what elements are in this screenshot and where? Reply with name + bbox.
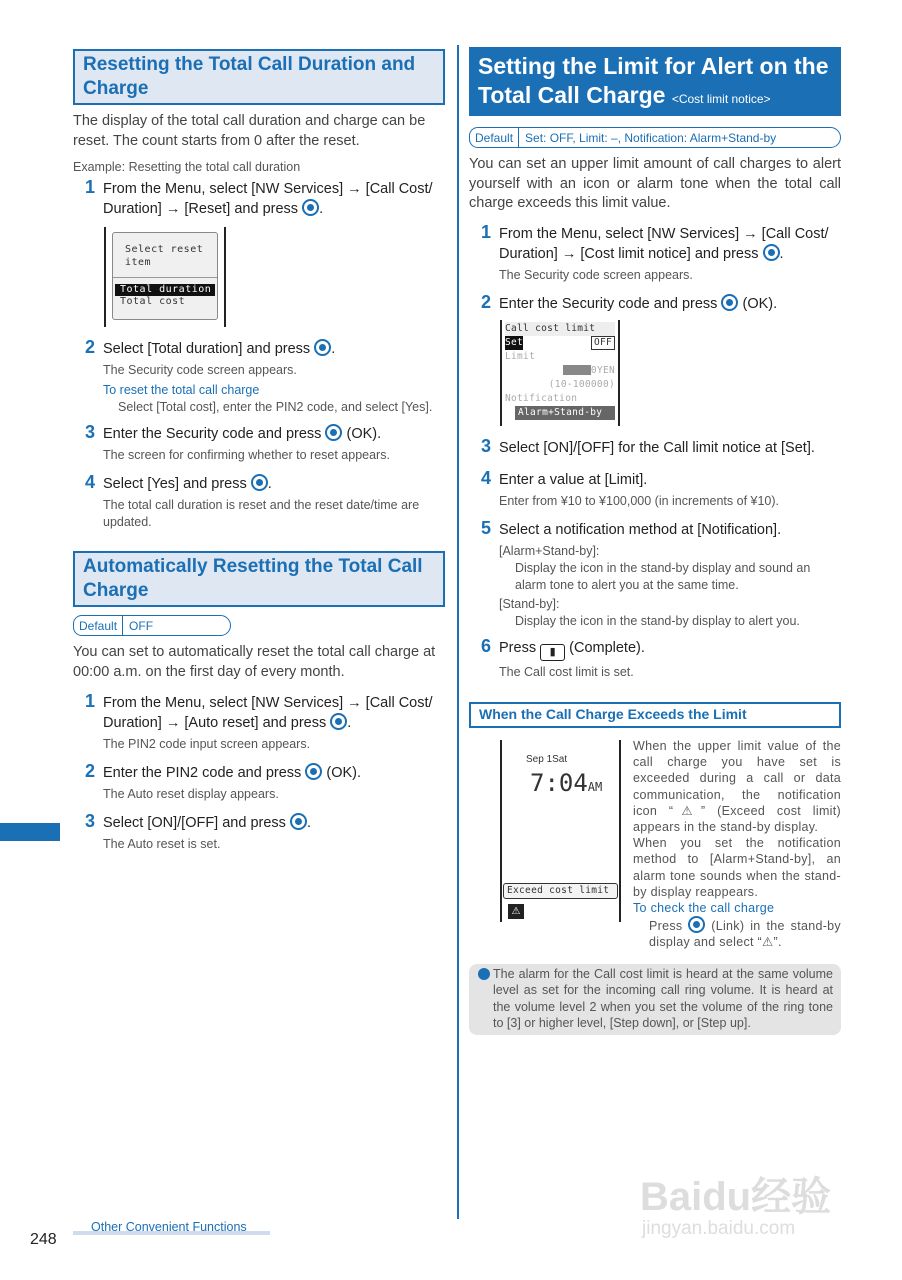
step-note: The PIN2 code input screen appears.: [103, 737, 311, 751]
center-key-icon: [325, 424, 342, 441]
option-label: [Stand-by]:: [499, 596, 560, 611]
intro: You can set to automatically reset the total call charge at 00:00 a.m. on the first day of every month.: [73, 644, 436, 680]
default-badge: Default Set: OFF, Limit: –, Notification: Alarm+Stand-by: [469, 127, 841, 148]
watermark: Baidu经验: [640, 1175, 832, 1219]
step-note: Enter from ¥10 to ¥100,000 (in increments of ¥10).: [499, 493, 780, 508]
subsection-title: When the Call Charge Exceeds the Limit: [469, 702, 841, 728]
section-title: Resetting the Total Call Duration and Charge: [73, 49, 445, 105]
step-2: 2 Enter the Security code and press (OK).: [481, 291, 778, 312]
section-title: Setting the Limit for Alert on the Total Call Charge <Cost limit notice>: [469, 47, 841, 116]
menu-key-icon: ▮: [540, 644, 565, 661]
bullet-icon: [478, 968, 490, 980]
exceed-cost-limit-icon: ⚠: [508, 904, 524, 919]
center-key-icon: [721, 294, 738, 311]
step-1: 1 From the Menu, select [NW Services] → [Call Cost/ Duration] → [Cost limit notice] and press .: [481, 221, 829, 262]
step-5: 5 Select a notification method at [Notification].: [481, 517, 782, 538]
step-3: 3 Select [ON]/[OFF] and press .: [85, 811, 311, 831]
note-box: The alarm for the Call cost limit is heard at the same volume level as set for the incoming call ring volume. It is heard at the volume level 2 when you set the volume of the ring tone to [3] or higher level, [Step down], or [Step up].: [469, 964, 841, 1035]
step-3: 3 Enter the Security code and press (OK).: [85, 422, 382, 442]
step-note: The Auto reset is set.: [103, 837, 221, 851]
default-badge: Default OFF: [73, 615, 231, 636]
standby-screen: Sep 1Sat 7:04AM Exceed cost limit ⚠: [500, 740, 621, 922]
center-key-icon: [302, 199, 319, 216]
left-column: [73, 49, 445, 531]
center-key-icon: [305, 763, 322, 780]
intro: The display of the total call duration and charge can be reset. The count starts from 0 after the reset.: [73, 113, 426, 149]
step-note: The Auto reset display appears.: [103, 787, 279, 801]
step-6: 6 Press ▮ (Complete).: [469, 638, 841, 661]
column-divider: [457, 45, 459, 1219]
intro: You can set an upper limit amount of call charges to alert yourself with an icon or alarm tone when the total call charge exceeds this limit value.: [469, 156, 841, 211]
subsection-body: When the upper limit value of the call charge you have set is exceeded during a call or data communication, the notification icon “⚠” (Exceed cost limit) appears in the stand-by display. When you set the notification method to [Alarm+Stand-by], an alarm tone sounds when the stand-by display reappears. To check the call charge Press (Link) in the stand-by display and select “⚠”.: [633, 739, 841, 950]
step-note: The total call duration is reset and the reset date/time are updated.: [103, 498, 420, 529]
center-key-icon: [314, 339, 331, 356]
left-section-2: [73, 551, 445, 853]
footer-section: Other Convenient Functions: [73, 1220, 270, 1235]
step-1: 1 From the Menu, select [NW Services] → [Call Cost/ Duration] → [Reset] and press .: [85, 177, 433, 217]
center-key-icon: [330, 713, 347, 730]
cost-limit-screen: Call cost limit Set OFF Limit 0YEN (10-100000) Notification Alarm+Stand-by: [500, 320, 620, 426]
step-note: The Call cost limit is set.: [499, 664, 634, 679]
step-note: The Security code screen appears.: [103, 363, 297, 377]
center-key-icon: [290, 813, 307, 830]
center-key-icon: [763, 244, 780, 261]
section-title: Automatically Resetting the Total Call Charge: [73, 551, 445, 607]
page-number: 248: [30, 1231, 57, 1248]
step-2: 2 Select [Total duration] and press .: [85, 337, 336, 357]
center-key-icon: [688, 916, 705, 933]
step-3: 3 Select [ON]/[OFF] for the Call limit notice at [Set].: [481, 435, 815, 456]
option-desc: Display the icon in the stand-by display to alert you.: [515, 613, 800, 628]
step-4: 4 Select [Yes] and press .: [85, 472, 272, 492]
tip-link-title: To reset the total call charge: [103, 383, 260, 397]
option-desc: Display the icon in the stand-by display and sound an alarm tone to alert you at the same time.: [515, 560, 811, 592]
right-column: [469, 47, 841, 681]
reset-screen: Select reset item Total duration Total cost: [104, 227, 226, 327]
watermark-url: jingyan.baidu.com: [642, 1218, 796, 1239]
tip-note: Select [Total cost], enter the PIN2 code, and select [Yes].: [118, 400, 433, 414]
example: Example: Resetting the total call duration: [73, 160, 301, 174]
center-key-icon: [251, 474, 268, 491]
chapter-tab: [0, 823, 60, 841]
step-1: 1 From the Menu, select [NW Services] → [Call Cost/ Duration] → [Auto reset] and press .: [85, 691, 433, 731]
step-2: 2 Enter the PIN2 code and press (OK).: [85, 761, 361, 781]
option-label: [Alarm+Stand-by]:: [499, 543, 600, 558]
step-4: 4 Enter a value at [Limit].: [481, 467, 648, 488]
step-note: The Security code screen appears.: [499, 267, 693, 282]
step-note: The screen for confirming whether to reset appears.: [103, 448, 390, 462]
